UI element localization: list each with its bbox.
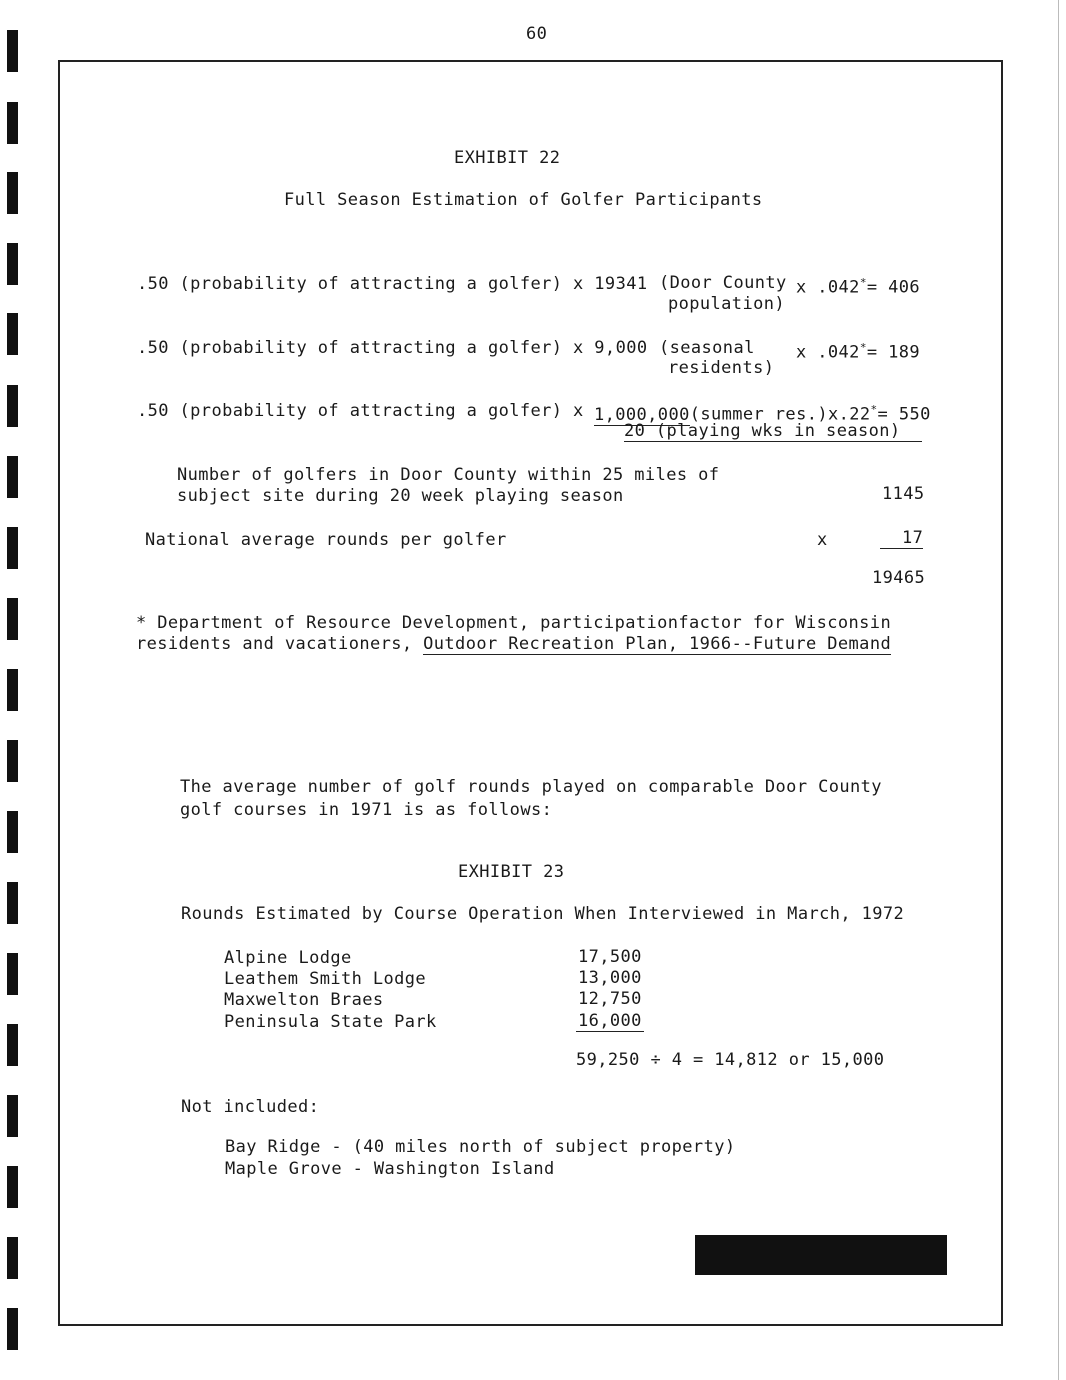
course-name: Maxwelton Braes — [224, 990, 384, 1010]
calc-row-lead: .50 (probability of attracting a golfer) x 9,000 — [137, 338, 648, 358]
binding-mark — [7, 598, 18, 640]
golfers-label: Number of golfers in Door County within 25 miles of — [177, 465, 720, 485]
course-rounds: 12,750 — [578, 989, 642, 1009]
binding-mark — [7, 1166, 18, 1208]
binding-mark — [7, 1024, 18, 1066]
rounds-total-line: 59,250 ÷ 4 = 14,812 or 15,000 — [576, 1050, 885, 1070]
binding-mark — [7, 1095, 18, 1137]
scan-edge-line — [1058, 0, 1059, 1380]
binding-mark — [7, 456, 18, 498]
binding-mark — [7, 882, 18, 924]
binding-mark — [7, 172, 18, 214]
not-included-label: Not included: — [181, 1097, 320, 1117]
golfers-label: subject site during 20 week playing season — [177, 486, 624, 506]
average-rounds-label: National average rounds per golfer — [145, 530, 507, 550]
binding-mark — [7, 527, 18, 569]
golfers-value: 1145 — [882, 484, 925, 504]
calc-row-source: (seasonal — [659, 338, 755, 358]
total-rounds: 19465 — [872, 568, 926, 588]
binding-mark — [7, 313, 18, 355]
binding-mark — [7, 30, 18, 72]
average-rounds-value: 17 — [880, 528, 923, 548]
course-rounds: 13,000 — [578, 968, 642, 988]
intro-paragraph: The average number of golf rounds played on comparable Door County — [180, 777, 882, 797]
binding-mark — [7, 811, 18, 853]
exhibit-22-title: Full Season Estimation of Golfer Participants — [284, 190, 763, 210]
calc-row-denominator: 20 (playing wks in season) — [624, 421, 922, 441]
calc-row-lead: .50 (probability of attracting a golfer) x 19341 — [137, 274, 648, 294]
calc-row-fraction: 1,000,000(summer res.)x.22*= 550 — [594, 403, 931, 425]
page-number: 60 — [526, 24, 548, 44]
binding-mark — [7, 102, 18, 144]
average-rounds-operator: x — [817, 530, 828, 550]
course-rounds: 16,000 — [578, 1011, 642, 1031]
course-name: Alpine Lodge — [224, 948, 352, 968]
calc-row-factor: x .042*= 406 — [796, 276, 921, 298]
binding-mark — [7, 385, 18, 427]
not-included-item: Maple Grove - Washington Island — [225, 1159, 555, 1179]
exhibit-22-heading: EXHIBIT 22 — [454, 148, 561, 168]
not-included-item: Bay Ridge - (40 miles north of subject property) — [225, 1137, 736, 1157]
calc-row-lead: .50 (probability of attracting a golfer) x — [137, 401, 584, 421]
redaction-block — [695, 1235, 947, 1275]
calc-row-source: (Door County — [659, 273, 787, 293]
course-name: Peninsula State Park — [224, 1012, 437, 1032]
footnote: residents and vacationers, Outdoor Recreation Plan, 1966--Future Demand — [136, 634, 892, 654]
binding-mark — [7, 1237, 18, 1279]
exhibit-23-heading: EXHIBIT 23 — [458, 862, 565, 882]
binding-mark — [7, 1308, 18, 1350]
calc-row-factor: x .042*= 189 — [796, 341, 921, 363]
exhibit-23-subtitle: Rounds Estimated by Course Operation When Interviewed in March, 1972 — [181, 904, 905, 924]
binding-mark — [7, 740, 18, 782]
intro-paragraph: golf courses in 1971 is as follows: — [180, 800, 553, 820]
binding-mark — [7, 953, 18, 995]
footnote: * Department of Resource Development, participationfactor for Wisconsin — [136, 613, 892, 633]
course-rounds: 17,500 — [578, 947, 642, 967]
binding-mark — [7, 669, 18, 711]
calc-row-source-line2: population) — [668, 294, 785, 314]
course-name: Leathem Smith Lodge — [224, 969, 427, 989]
calc-row-source-line2: residents) — [668, 358, 775, 378]
binding-mark — [7, 243, 18, 285]
